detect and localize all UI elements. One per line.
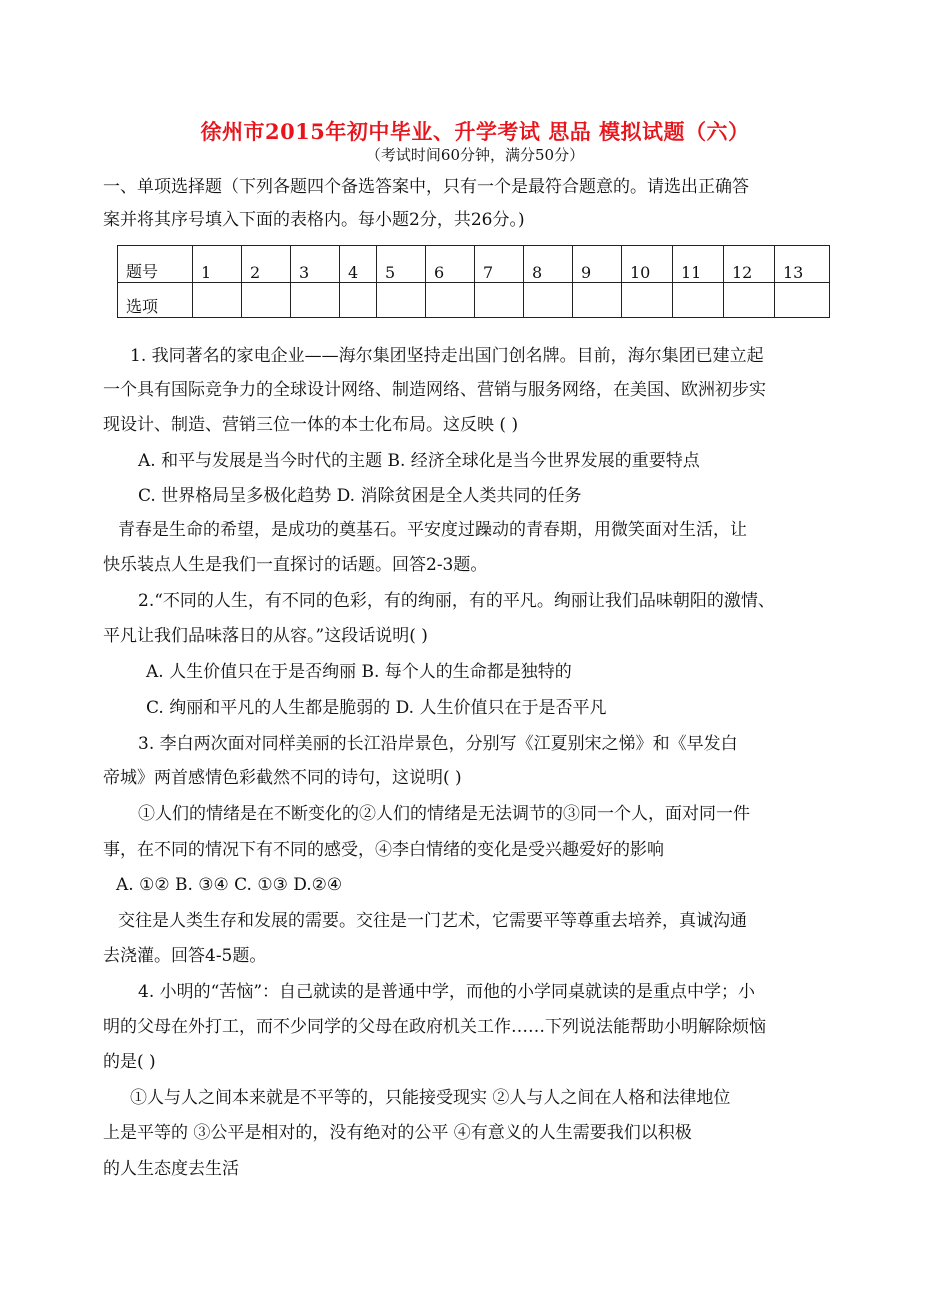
q1-options-cd: C. 世界格局呈多极化趋势 D. 消除贫困是全人类共同的任务 bbox=[138, 486, 582, 506]
exam-title: 徐州市2015年初中毕业、升学考试 思品 模拟试题（六） bbox=[200, 119, 750, 144]
answer-cell[interactable] bbox=[622, 283, 673, 318]
number-cell: 11 bbox=[673, 246, 724, 283]
answer-table-choice-row bbox=[118, 283, 830, 318]
q3-line-4: 事，在不同的情况下有不同的感受，④李白情绪的变化是受兴趣爱好的影响 bbox=[103, 840, 664, 860]
answer-cell[interactable] bbox=[193, 283, 242, 318]
q2-line-1: 2.“不同的人生，有不同的色彩，有的绚丽，有的平凡。绚丽让我们品味朝阳的激情、 bbox=[138, 591, 775, 611]
answer-table-number-row bbox=[118, 246, 830, 283]
answer-cell[interactable] bbox=[573, 283, 622, 318]
q1-line-2: 一个具有国际竞争力的全球设计网络、制造网络、营销与服务网络，在美国、欧洲初步实 bbox=[103, 380, 766, 400]
number-cell: 2 bbox=[242, 246, 291, 283]
number-cell: 4 bbox=[340, 246, 377, 283]
intro-2-3-line-2: 快乐装点人生是我们一直探讨的话题。回答2-3题。 bbox=[103, 555, 488, 575]
q2-options-ab: A. 人生价值只在于是否绚丽 B. 每个人的生命都是独特的 bbox=[146, 662, 572, 682]
section-instruction-line-1: 一、单项选择题（下列各题四个备选答案中，只有一个是最符合题意的。请选出正确答 bbox=[103, 177, 749, 197]
answer-cell[interactable] bbox=[524, 283, 573, 318]
q4-line-2: 明的父母在外打工，而不少同学的父母在政府机关工作……下列说法能帮助小明解除烦恼 bbox=[103, 1017, 766, 1037]
answer-cell[interactable] bbox=[340, 283, 377, 318]
q4-line-1: 4. 小明的“苦恼”：自己就读的是普通中学，而他的小学同桌就读的是重点中学；小 bbox=[138, 982, 756, 1002]
answer-cell[interactable] bbox=[377, 283, 426, 318]
q3-options: A. ①② B. ③④ C. ①③ D.②④ bbox=[116, 875, 343, 895]
exam-subtitle: （考试时间60分钟，满分50分） bbox=[365, 146, 585, 164]
number-cell: 8 bbox=[524, 246, 573, 283]
q2-line-2: 平凡让我们品味落日的从容。”这段话说明( ) bbox=[103, 626, 428, 646]
answer-cell[interactable] bbox=[724, 283, 775, 318]
q4-line-3: 的是( ) bbox=[103, 1052, 156, 1072]
number-cell: 13 bbox=[775, 246, 830, 283]
intro-2-3-line-1: 青春是生命的希望，是成功的奠基石。平安度过躁动的青春期，用微笑面对生活，让 bbox=[118, 520, 747, 540]
answer-cell[interactable] bbox=[242, 283, 291, 318]
q3-line-2: 帝城》两首感情色彩截然不同的诗句，这说明( ) bbox=[103, 768, 462, 788]
number-cell: 12 bbox=[724, 246, 775, 283]
q3-line-3: ①人们的情绪是在不断变化的②人们的情绪是无法调节的③同一个人，面对同一件 bbox=[138, 804, 750, 824]
row-label-choice: 选项 bbox=[118, 283, 193, 318]
number-cell: 5 bbox=[377, 246, 426, 283]
number-cell: 3 bbox=[291, 246, 340, 283]
q1-options-ab: A. 和平与发展是当今时代的主题 B. 经济全球化是当今世界发展的重要特点 bbox=[138, 451, 700, 471]
number-cell: 7 bbox=[475, 246, 524, 283]
number-cell: 6 bbox=[426, 246, 475, 283]
q1-line-3: 现设计、制造、营销三位一体的本士化布局。这反映 ( ) bbox=[103, 415, 519, 435]
q4-line-5: 上是平等的 ③公平是相对的，没有绝对的公平 ④有意义的人生需要我们以积极 bbox=[103, 1123, 692, 1143]
answer-cell[interactable] bbox=[426, 283, 475, 318]
q4-line-4: ①人与人之间本来就是不平等的，只能接受现实 ②人与人之间在人格和法律地位 bbox=[130, 1088, 731, 1108]
q3-line-1: 3. 李白两次面对同样美丽的长江沿岸景色，分别写《江夏别宋之悌》和《早发白 bbox=[138, 734, 738, 754]
answer-table bbox=[117, 245, 830, 318]
answer-cell[interactable] bbox=[475, 283, 524, 318]
number-cell: 10 bbox=[622, 246, 673, 283]
number-cell: 1 bbox=[193, 246, 242, 283]
row-label-number: 题号 bbox=[118, 246, 193, 283]
q1-line-1: 1. 我同著名的家电企业——海尔集团坚持走出国门创名牌。目前，海尔集团已建立起 bbox=[130, 346, 764, 366]
q4-line-6: 的人生态度去生活 bbox=[103, 1159, 239, 1179]
intro-4-5-line-2: 去浇灌。回答4-5题。 bbox=[103, 946, 267, 966]
answer-cell[interactable] bbox=[291, 283, 340, 318]
answer-cell[interactable] bbox=[673, 283, 724, 318]
q2-options-cd: C. 绚丽和平凡的人生都是脆弱的 D. 人生价值只在于是否平凡 bbox=[146, 698, 607, 718]
intro-4-5-line-1: 交往是人类生存和发展的需要。交往是一门艺术，它需要平等尊重去培养，真诚沟通 bbox=[118, 911, 747, 931]
number-cell: 9 bbox=[573, 246, 622, 283]
section-instruction-line-2: 案并将其序号填入下面的表格内。每小题2分，共26分。) bbox=[103, 210, 525, 230]
answer-cell[interactable] bbox=[775, 283, 830, 318]
